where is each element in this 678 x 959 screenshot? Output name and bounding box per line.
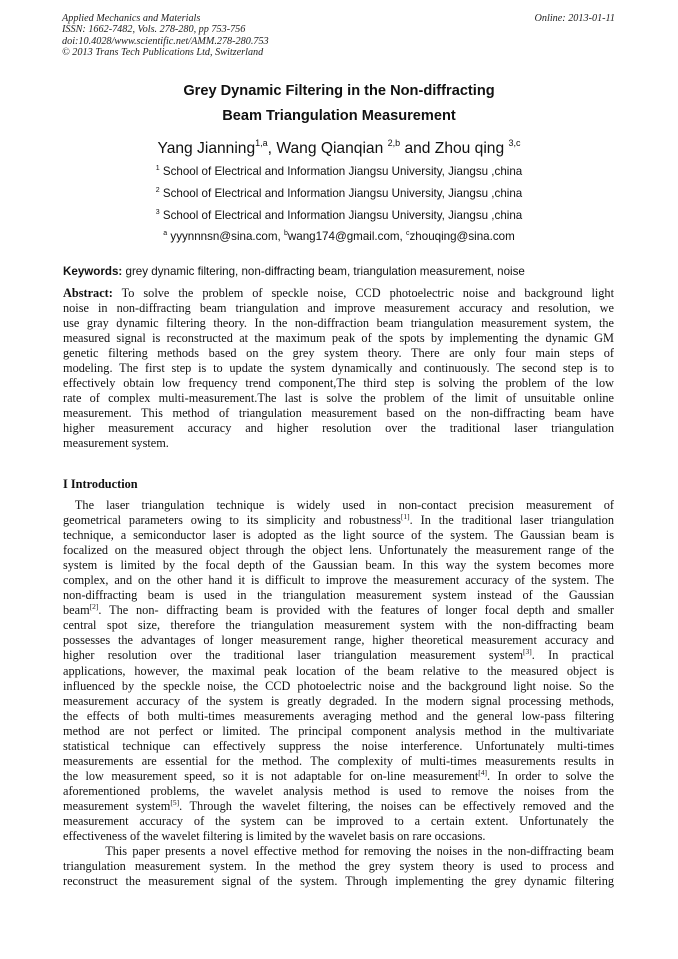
intro-line: [63, 618, 614, 633]
abstract-line: higher measurement accuracy and higher resolution over the traditional laser triangulation: [63, 421, 614, 436]
intro-text: . Through the wavelet filtering, the noises can be effectively removed and the: [179, 798, 614, 813]
intro-line: [63, 513, 614, 528]
abstract-line: noise in non-diffracting beam triangulation and improve measurement accuracy and resolution, we: [63, 301, 614, 316]
intro-text: method are not perfect or limited. The principal component analysis method in the multivariate: [63, 723, 614, 738]
paper-title-line-2: Beam Triangulation Measurement: [222, 108, 456, 124]
abstract-line: rate of complex multi-measurement.The last is solve the problem of the limit of unsuitable online: [63, 391, 614, 406]
author-name: Wang Qianqian: [276, 140, 388, 157]
email-sup: c: [406, 230, 410, 237]
abstract: [63, 286, 614, 452]
intro-text: measurement accuracy of the system can be improved to a certain extent. Unfortunately the: [63, 813, 614, 828]
keywords: [63, 265, 525, 278]
abstract-label: Abstract:: [63, 286, 113, 300]
citation-ref[interactable]: [5]: [170, 797, 180, 807]
intro-text: triangulation measurement system. In the method the grey system theory is used to process and: [63, 859, 614, 874]
issn-line: ISSN: 1662-7482, Vols. 278-280, pp 753-756: [62, 24, 246, 36]
intro-line: [63, 633, 614, 648]
intro-line: [63, 769, 614, 784]
intro-line: [63, 694, 614, 709]
intro-line: [63, 859, 614, 874]
abstract-line: modeling. The first step is to update the system dynamically and continuously. The second step is to: [63, 361, 614, 376]
author-affil-sup: 3,c: [508, 138, 521, 148]
email-text: wang174@gmail.com,: [287, 230, 406, 243]
intro-line: [63, 648, 614, 663]
email-list: [0, 230, 678, 243]
intro-text: measurements are essential for the method. The complexity of multi-times measurements results in: [63, 753, 614, 768]
intro-line: [63, 679, 614, 694]
intro-line: [63, 588, 614, 603]
intro-text: . In the traditional laser triangulation: [409, 513, 614, 528]
abstract-text: To solve the problem of speckle noise, CCD photoelectric noise and background light: [112, 286, 614, 300]
intro-line: [63, 844, 614, 859]
intro-line: [63, 814, 614, 829]
intro-text: higher resolution over the traditional laser triangulation measurement system: [63, 648, 524, 663]
affiliation-1: [0, 165, 678, 178]
intro-text: technique, a semiconductor laser is adopted as the light source of the system. The Gaussian beam is: [63, 528, 614, 543]
intro-text: measurement accuracy of the system is greatly degraded. In the modern signal processing methods,: [63, 693, 614, 708]
intro-text: system is limited by the focal depth of the Gaussian beam. In this way the system becomes more: [63, 558, 614, 573]
intro-text: geometrical parameters owing to its simplicity and robustness: [63, 513, 401, 528]
intro-line: [63, 543, 614, 558]
author-affil-sup: 2,b: [387, 138, 401, 148]
intro-line: [63, 829, 614, 844]
abstract-line: measured signal is reconstructed at the maximum peak of the spots by implementing the dynamic GM: [63, 331, 614, 346]
journal-name: Applied Mechanics and Materials: [62, 13, 201, 24]
online-date: Online: 2013-01-11: [534, 13, 615, 24]
intro-line: [63, 739, 614, 754]
affil-sup: 3: [155, 209, 160, 216]
doi-line: doi:10.4028/www.scientific.net/AMM.278-280.753: [62, 35, 269, 47]
intro-text: . In order to solve the: [487, 768, 614, 783]
intro-line: [63, 498, 614, 513]
intro-text: reconstruct the measurement signal of the system. Through implementing the grey dynamic filtering: [63, 874, 614, 889]
intro-text: . The non- diffracting beam is provided with the features of longer focal depth and smaller: [98, 603, 614, 618]
abstract-line: effectively obtain low frequency trend component,The third step is solving the problem of the low: [63, 376, 614, 391]
intro-text: beam: [63, 603, 90, 618]
intro-text: influenced by the speckle noise, the CCD photoelectric noise and the background light noise. So the: [63, 678, 614, 693]
intro-text: the effects of both multi-times measurements averaging method and the general low-pass filtering: [63, 708, 614, 723]
intro-text: focalized on the measured object through the object lens. Unfortunately the measurement range of the: [63, 543, 614, 558]
intro-text: non-diffracting beam is used in the triangulation measurement system instead of the Gaussian: [63, 588, 614, 603]
author-name: Yang Jianning: [157, 140, 256, 157]
affil-sup: 2: [155, 187, 160, 194]
abstract-line: measurement system.: [63, 436, 169, 451]
intro-line: [63, 709, 614, 724]
copyright-line: © 2013 Trans Tech Publications Ltd, Switzerland: [62, 46, 264, 58]
intro-text: central spot size, therefore the triangulation measurement system with the non-diffracting beam: [63, 618, 614, 633]
intro-text: . In practical: [531, 648, 614, 663]
affiliation-2: [0, 187, 678, 200]
author-sep: and: [400, 140, 435, 157]
intro-text: complex, and on the other hand it is difficult to improve the measurement accuracy of the system. The: [63, 573, 614, 588]
email-sup: b: [283, 230, 288, 237]
email-sup: a: [163, 230, 168, 237]
intro-text: The laser triangulation technique is widely used in non-contact precision measurement of: [63, 498, 614, 512]
intro-line: [63, 664, 614, 679]
introduction-body: [63, 498, 614, 889]
intro-line: [63, 874, 614, 889]
paper-title-line-1: Grey Dynamic Filtering in the Non-diffracting: [183, 83, 495, 99]
intro-text: applications, however, the maximal peak location of the beam relative to the measured object is: [63, 663, 614, 678]
citation-ref[interactable]: [3]: [523, 647, 532, 657]
affil-text: School of Electrical and Information Jiangsu University, Jiangsu ,china: [159, 187, 523, 200]
intro-text: possesses the advantages of longer measurement range, higher theoretical measurement accuracy and: [63, 633, 614, 648]
intro-text: effectiveness of the wavelet filtering is limited by the wavelet basis on rare occasions.: [63, 829, 486, 844]
intro-text: measurement system: [63, 798, 171, 813]
email-text: yyynnnsn@sina.com,: [167, 230, 284, 243]
intro-line: [63, 754, 614, 769]
author-list: [0, 140, 678, 158]
affil-text: School of Electrical and Information Jiangsu University, Jiangsu ,china: [159, 209, 523, 222]
author-affil-sup: 1,a: [255, 138, 268, 148]
abstract-line: measurement. This method of triangulation measurement based on the non-diffracting beam have: [63, 406, 614, 421]
keywords-label: Keywords:: [63, 265, 123, 278]
intro-text: This paper presents a novel effective method for removing the noises in the non-diffracting beam: [63, 844, 614, 859]
citation-ref[interactable]: [1]: [400, 512, 410, 522]
affiliation-3: [0, 209, 678, 222]
abstract-line: [63, 286, 614, 301]
intro-text: the low measurement speed, so it is not adaptable for on-line measurement: [63, 768, 479, 783]
abstract-line: genetic filtering methods based on the grey system theory. There are only four main steps of: [63, 346, 614, 361]
author-name: Zhou qing: [434, 140, 509, 157]
intro-line: [63, 799, 614, 814]
citation-ref[interactable]: [2]: [89, 602, 99, 612]
intro-line: [63, 573, 614, 588]
affil-sup: 1: [155, 165, 160, 172]
keywords-text: grey dynamic filtering, non-diffracting beam, triangulation measurement, noise: [122, 265, 525, 278]
author-sep: ,: [267, 140, 277, 157]
intro-line: [63, 784, 614, 799]
intro-line: [63, 558, 614, 573]
email-text: zhouqing@sina.com: [409, 230, 515, 243]
intro-text: aforementioned problems, the wavelet analysis method is used to remove the noises from the: [63, 783, 614, 798]
journal-header: [62, 13, 269, 58]
intro-text: statistical technique can effectively suppress the noise interference. Unfortunately multi-times: [63, 738, 614, 753]
intro-line: [63, 528, 614, 543]
affil-text: School of Electrical and Information Jiangsu University, Jiangsu ,china: [159, 165, 523, 178]
citation-ref[interactable]: [4]: [478, 767, 488, 777]
abstract-line: use gray dynamic filtering theory. In the non-diffraction beam triangulation measurement system, the: [63, 316, 614, 331]
intro-line: [63, 724, 614, 739]
section-heading-introduction: I Introduction: [63, 477, 138, 491]
intro-line: [63, 603, 614, 618]
